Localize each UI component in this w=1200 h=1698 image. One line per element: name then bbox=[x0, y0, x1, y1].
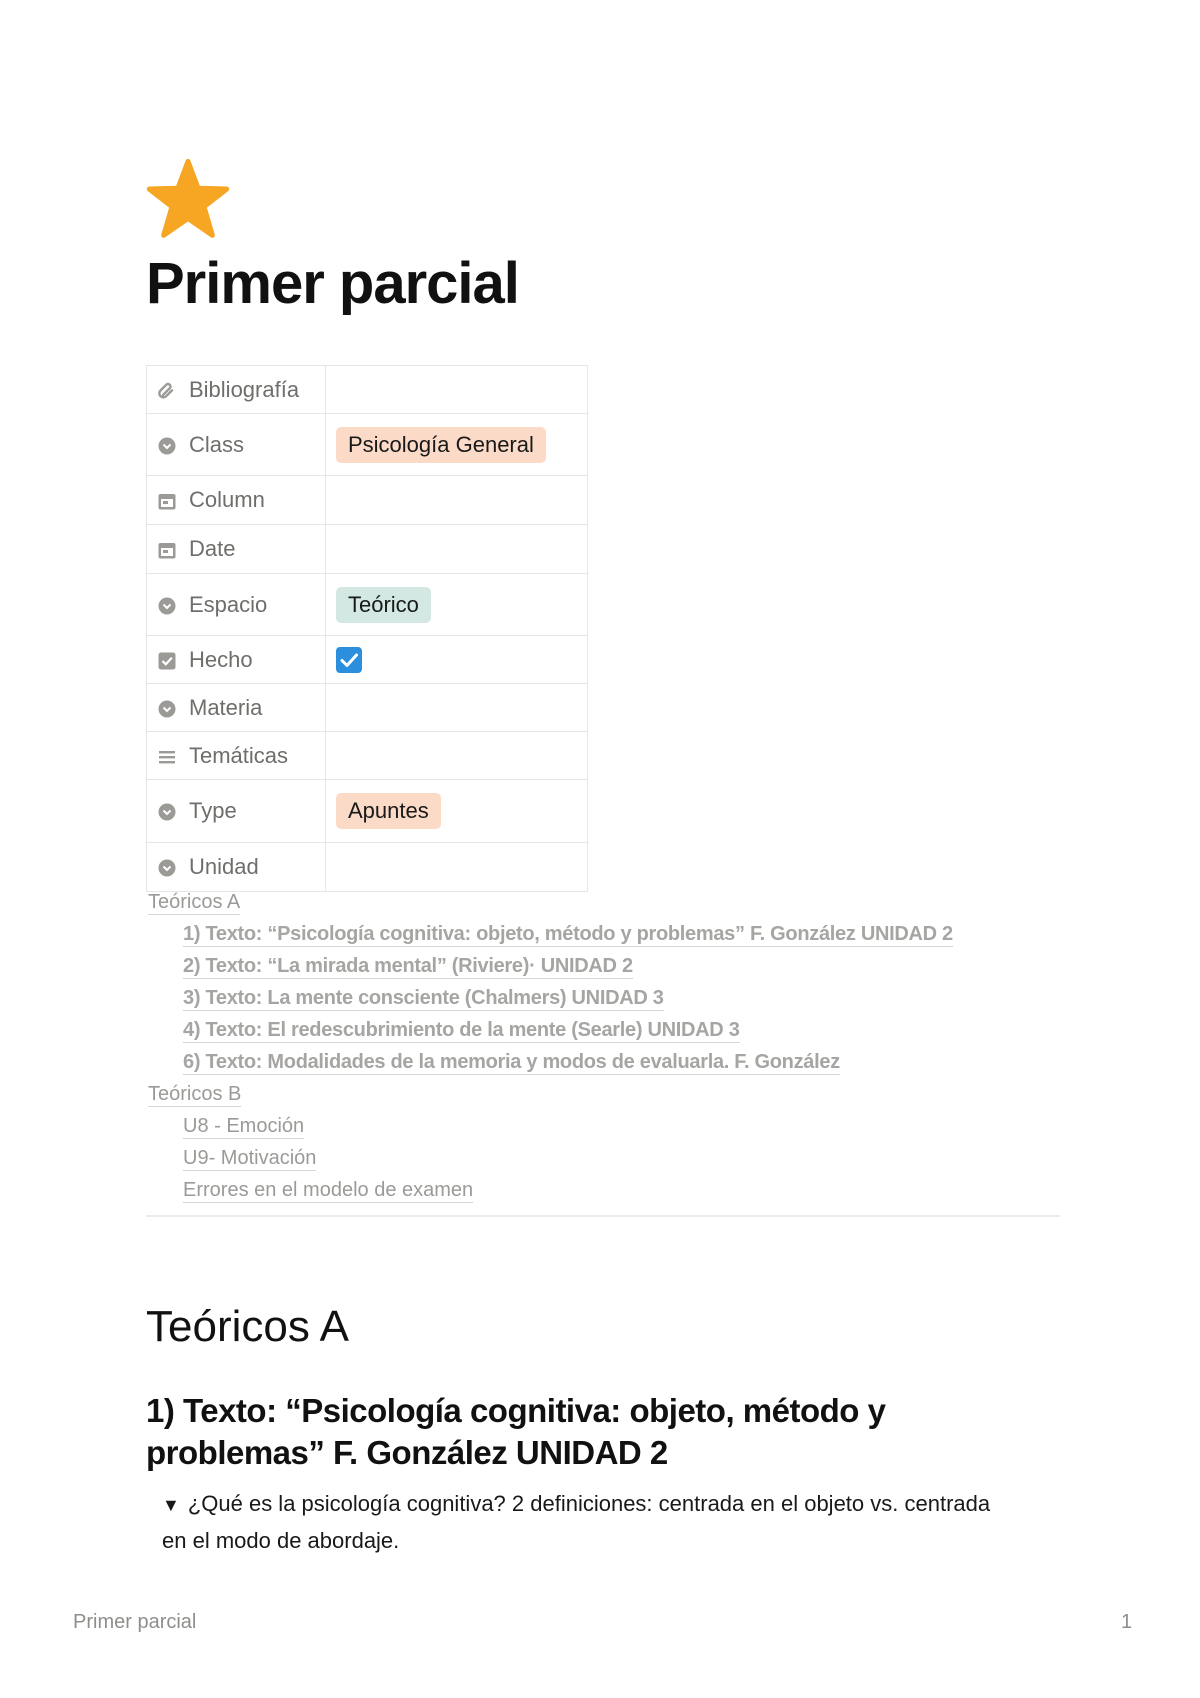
property-label: Materia bbox=[189, 694, 263, 720]
property-value-cell[interactable] bbox=[326, 636, 588, 684]
property-label: Date bbox=[189, 536, 236, 561]
toc-link[interactable] bbox=[148, 1078, 1048, 1110]
toc-link[interactable] bbox=[148, 918, 1048, 950]
property-row-column bbox=[147, 476, 588, 525]
class-tag[interactable]: Psicología General bbox=[336, 427, 546, 463]
checkbox-icon bbox=[157, 651, 177, 671]
property-row-class bbox=[147, 414, 588, 476]
property-name-cell[interactable] bbox=[147, 780, 326, 843]
toc-link[interactable] bbox=[148, 1142, 1048, 1174]
toc-link[interactable] bbox=[148, 1110, 1048, 1142]
select-icon bbox=[157, 802, 177, 822]
triangle-down-icon[interactable]: ▼ bbox=[162, 1495, 180, 1515]
property-name-cell[interactable] bbox=[147, 366, 326, 414]
properties-table bbox=[146, 365, 588, 892]
multi-select-icon bbox=[157, 747, 177, 767]
toc-link-label: 6) Texto: Modalidades de la memoria y modos de evaluarla. F. González bbox=[183, 1051, 840, 1073]
property-label: Bibliografía bbox=[189, 376, 300, 402]
property-value-cell[interactable] bbox=[326, 476, 588, 525]
toc-link-label: Errores en el modelo de examen bbox=[183, 1179, 474, 1201]
property-label: Type bbox=[189, 798, 237, 823]
calendar-icon bbox=[157, 540, 177, 560]
property-label: Espacio bbox=[189, 591, 268, 617]
property-name-cell[interactable] bbox=[147, 732, 326, 780]
property-value-cell[interactable] bbox=[326, 780, 588, 843]
toc-link-label: 4) Texto: El redescubrimiento de la mente (Searle) UNIDAD 3 bbox=[183, 1019, 740, 1041]
footer-title: Primer parcial bbox=[73, 1611, 197, 1633]
toc-link-label: 1) Texto: “Psicología cognitiva: objeto, método y problemas” F. González UNIDAD 2 bbox=[183, 923, 953, 945]
toc-link-label: 3) Texto: La mente consciente (Chalmers) UNIDAD 3 bbox=[183, 987, 664, 1009]
property-value-cell[interactable] bbox=[326, 684, 588, 732]
property-name-cell[interactable] bbox=[147, 684, 326, 732]
select-icon bbox=[157, 596, 177, 616]
property-name-cell[interactable] bbox=[147, 574, 326, 636]
toc-link-label: Teóricos B bbox=[148, 1083, 242, 1105]
toggle-block[interactable] bbox=[162, 1486, 1002, 1559]
type-tag[interactable]: Apuntes bbox=[336, 793, 441, 829]
subsection-heading: 1) Texto: “Psicología cognitiva: objeto, método y problemas” F. González UNIDAD 2 bbox=[146, 1392, 886, 1471]
page-number: 1 bbox=[1121, 1611, 1133, 1633]
property-row-tematicas bbox=[147, 732, 588, 780]
page-title: Primer parcial bbox=[146, 251, 519, 316]
property-row-hecho bbox=[147, 636, 588, 684]
toc-link-label: U9- Motivación bbox=[183, 1147, 317, 1169]
checkmark-icon bbox=[336, 647, 362, 673]
toc-link-label: U8 - Emoción bbox=[183, 1115, 305, 1137]
property-label: Column bbox=[189, 487, 265, 512]
property-name-cell[interactable] bbox=[147, 843, 326, 892]
toc-link[interactable] bbox=[148, 1014, 1048, 1046]
select-icon bbox=[157, 436, 177, 456]
divider bbox=[146, 1215, 1060, 1217]
property-name-cell[interactable] bbox=[147, 414, 326, 476]
select-icon bbox=[157, 699, 177, 719]
property-value-cell[interactable] bbox=[326, 414, 588, 476]
property-name-cell[interactable] bbox=[147, 476, 326, 525]
select-icon bbox=[157, 858, 177, 878]
toggle-text: ¿Qué es la psicología cognitiva? 2 definiciones: centrada en el objeto vs. centrada en el modo de abordaje. bbox=[162, 1491, 991, 1553]
toc-link[interactable] bbox=[148, 1046, 1048, 1078]
property-value-cell[interactable] bbox=[326, 732, 588, 780]
property-value-cell[interactable] bbox=[326, 574, 588, 636]
property-row-date bbox=[147, 525, 588, 574]
toc-link-label: Teóricos A bbox=[148, 891, 241, 913]
calendar-icon bbox=[157, 491, 177, 511]
property-row-espacio bbox=[147, 574, 588, 636]
toc-link[interactable] bbox=[148, 950, 1048, 982]
property-row-materia bbox=[147, 684, 588, 732]
table-of-contents bbox=[148, 886, 1048, 1206]
toc-link[interactable] bbox=[148, 982, 1048, 1014]
toc-link-label: 2) Texto: “La mirada mental” (Riviere)· UNIDAD 2 bbox=[183, 955, 633, 977]
attachment-icon bbox=[157, 381, 177, 401]
espacio-tag[interactable]: Teórico bbox=[336, 587, 431, 623]
toc-link[interactable] bbox=[148, 1174, 1048, 1206]
property-label: Unidad bbox=[189, 854, 259, 879]
hecho-checkbox[interactable] bbox=[336, 647, 362, 673]
property-row-unidad bbox=[147, 843, 588, 892]
property-name-cell[interactable] bbox=[147, 636, 326, 684]
property-value-cell[interactable] bbox=[326, 366, 588, 414]
section-heading: Teóricos A bbox=[146, 1302, 349, 1351]
property-value-cell[interactable] bbox=[326, 525, 588, 574]
property-row-bibliografia bbox=[147, 366, 588, 414]
toc-link[interactable] bbox=[148, 886, 1048, 918]
property-row-type bbox=[147, 780, 588, 843]
property-label: Class bbox=[189, 431, 245, 457]
property-name-cell[interactable] bbox=[147, 525, 326, 574]
property-label: Temáticas bbox=[189, 742, 289, 768]
property-value-cell[interactable] bbox=[326, 843, 588, 892]
star-icon bbox=[146, 158, 230, 242]
property-label: Hecho bbox=[189, 646, 253, 672]
